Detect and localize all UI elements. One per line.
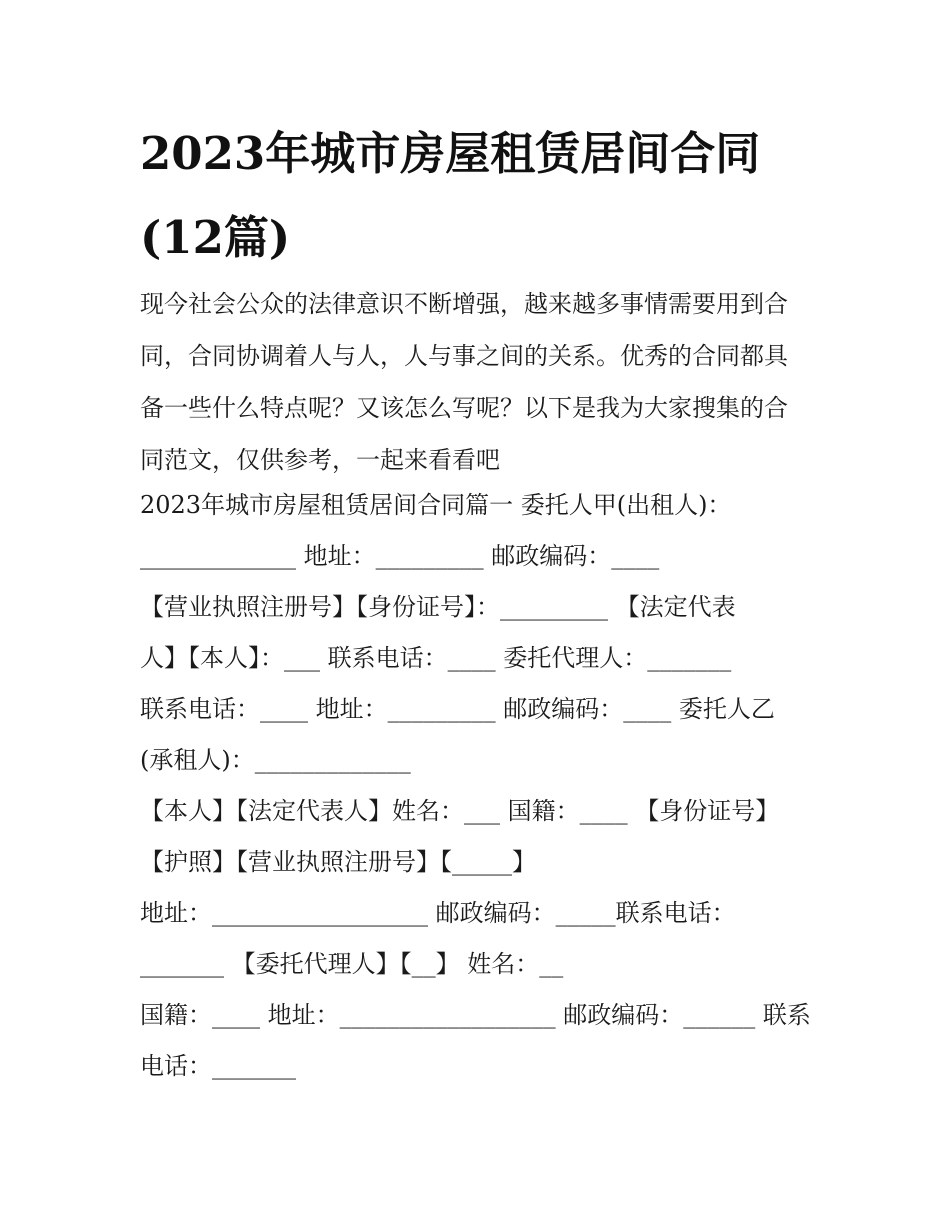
contract-line-12: 电话：_______ bbox=[140, 1052, 296, 1080]
contract-line-2: _____________ 地址：_________ 邮政编码：____ bbox=[140, 542, 660, 570]
intro-line-1: 现今社会公众的法律意识不断增强，越来越多事情需要用到合 bbox=[140, 290, 788, 318]
contract-line-5: 联系电话：____ 地址：_________ 邮政编码：____ 委托人乙 bbox=[140, 695, 775, 723]
contract-line-9: 地址：__________________ 邮政编码：_____联系电话： bbox=[140, 899, 736, 927]
intro-paragraph bbox=[140, 278, 820, 486]
contract-section bbox=[140, 480, 820, 1092]
contract-line-7: 【本人】【法定代表人】姓名：___ 国籍：____ 【身份证号】 bbox=[140, 797, 780, 825]
contract-line-1: 2023年城市房屋租赁居间合同篇一 委托人甲(出租人)： bbox=[140, 491, 732, 519]
document-title bbox=[140, 112, 840, 280]
contract-line-3: 【营业执照注册号】【身份证号】：_________ 【法定代表 bbox=[140, 593, 736, 621]
contract-line-8: 【护照】【营业执照注册号】【_____】 bbox=[140, 848, 536, 876]
intro-line-2: 同，合同协调着人与人，人与事之间的关系。优秀的合同都具 bbox=[140, 342, 788, 370]
intro-line-4: 同范文，仅供参考，一起来看看吧 bbox=[140, 446, 500, 474]
intro-line-3: 备一些什么特点呢？又该怎么写呢？以下是我为大家搜集的合 bbox=[140, 394, 788, 422]
title-line-2: (12篇) bbox=[140, 211, 291, 264]
title-line-1: 2023年城市房屋租赁居间合同 bbox=[140, 127, 761, 180]
contract-line-6: (承租人)：_____________ bbox=[140, 746, 411, 774]
contract-line-4: 人】【本人】：___ 联系电话：____ 委托代理人：_______ bbox=[140, 644, 732, 672]
contract-line-11: 国籍：____ 地址：__________________ 邮政编码：______ 联系 bbox=[140, 1001, 811, 1029]
contract-line-10: _______ 【委托代理人】【__】 姓名：__ bbox=[140, 950, 564, 978]
